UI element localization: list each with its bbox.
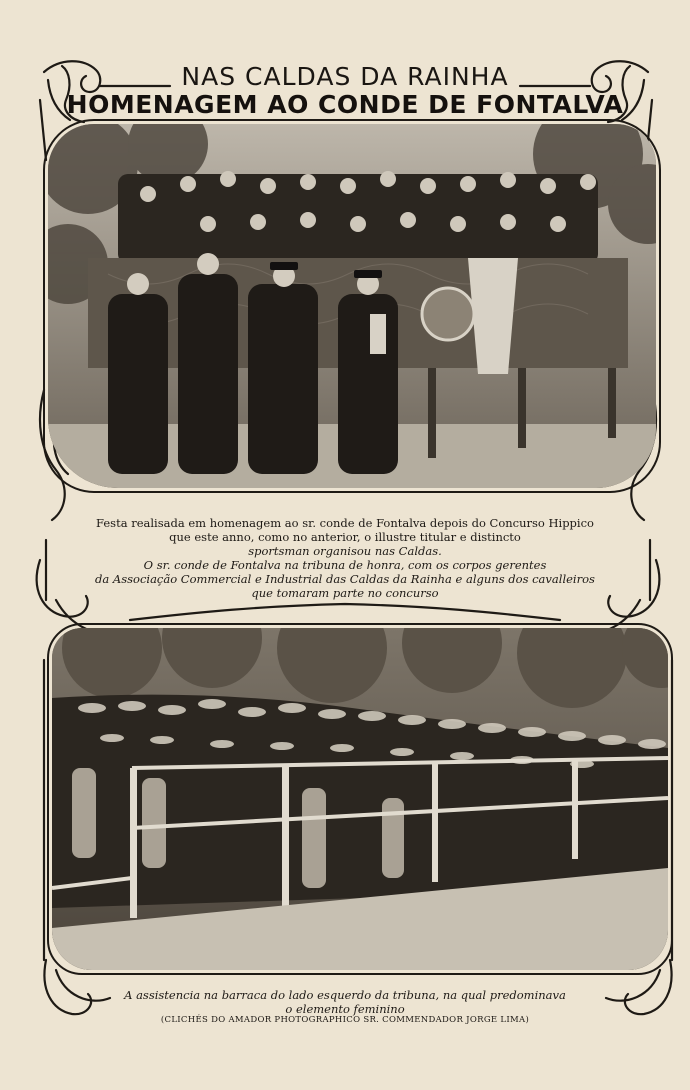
- photo-audience: [52, 628, 668, 970]
- heading-title: HOMENAGEM AO CONDE DE FONTALVA: [66, 90, 624, 119]
- caption-line: Festa realisada em homenagem ao sr. conde de Fontalva depois do Concurso Hippico: [96, 516, 594, 530]
- photo2-caption: [60, 988, 630, 1016]
- caption-line: o elemento feminino: [285, 1002, 405, 1016]
- caption-line: da Associação Commercial e Industrial das Caldas da Rainha e alguns dos cavalleiros: [95, 572, 595, 586]
- heading-location: NAS CALDAS DA RAINHA: [181, 62, 509, 91]
- photo-tribune: [48, 124, 656, 488]
- photo-audience-illustration: [52, 628, 668, 970]
- caption-line: que este anno, como no anterior, o illustre titular e distincto: [169, 530, 521, 544]
- caption-line: O sr. conde de Fontalva na tribuna de honra, com os corpos gerentes: [143, 558, 547, 572]
- caption-line: A assistencia na barraca do lado esquerdo da tribuna, na qual predominava: [124, 988, 566, 1002]
- caption-line: sportsman organisou nas Caldas.: [248, 544, 442, 558]
- photo-tribune-illustration: [48, 124, 656, 488]
- photo1-caption: [60, 516, 630, 600]
- caption-line: que tomaram parte no concurso: [251, 586, 439, 600]
- photo-credit: (CLICHÉS DO AMADOR PHOTOGRAPHICO SR. COMMENDADOR JORGE LIMA): [160, 1015, 530, 1025]
